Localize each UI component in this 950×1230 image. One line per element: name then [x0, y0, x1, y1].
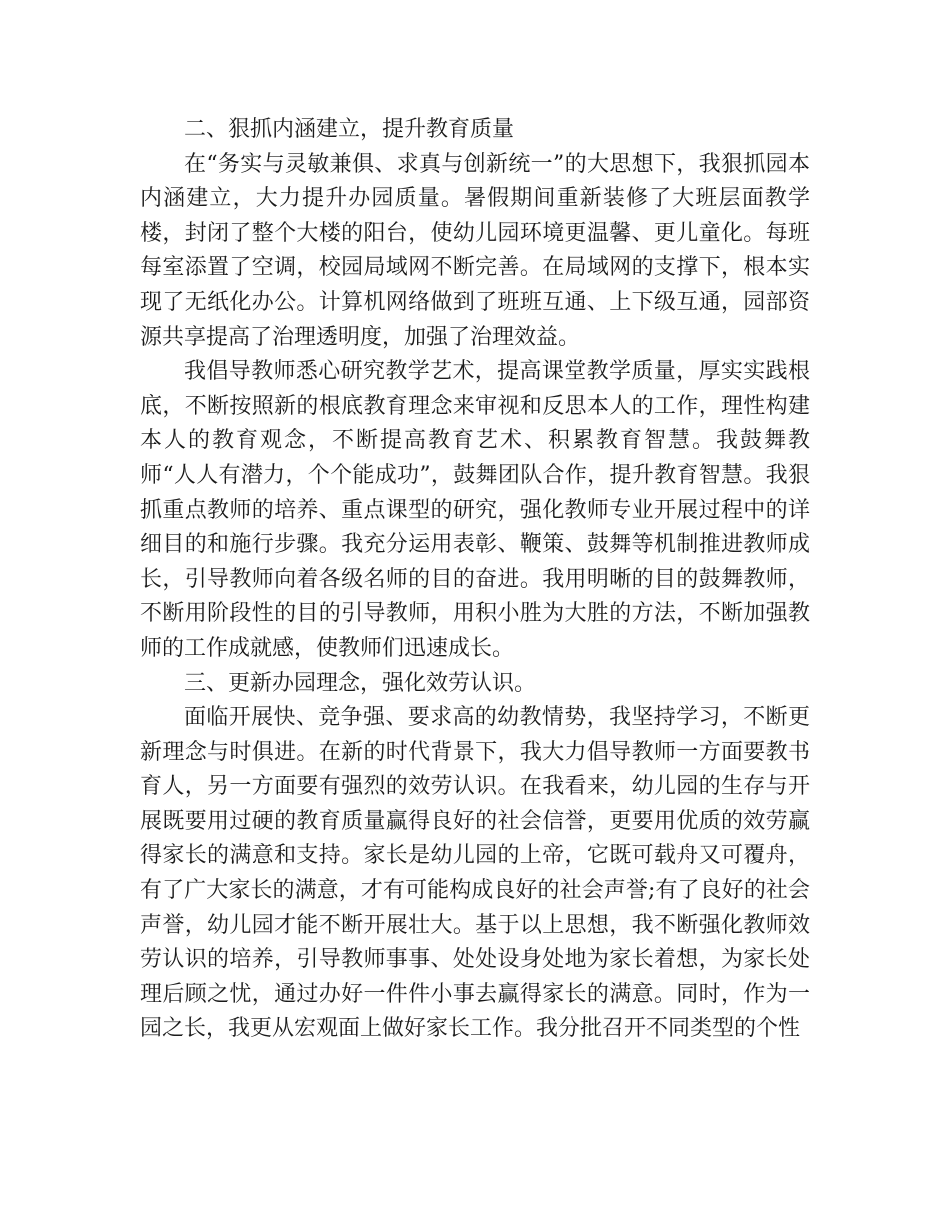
- body-paragraph: 在“务实与灵敏兼俱、求真与创新统一”的大思想下，我狠抓园本内涵建立，大力提升办园质量。暑假期间重新装修了大班层面教学楼，封闭了整个大楼的阳台，使幼儿园环境更温馨、更儿童化。每班每室添置了空调，校园局域网不断完善。在局域网的支撑下，根本实现了无纸化办公。计算机网络做到了班班互通、上下级互通，园部资源共享提高了治理透明度，加强了治理效益。: [140, 151, 810, 350]
- section-heading-3: 三、更新办园理念，强化效劳认识。: [184, 670, 537, 696]
- body-paragraph: 面临开展快、竞争强、要求高的幼教情势，我坚持学习，不断更新理念与时俱进。在新的时代背景下，我大力倡导教师一方面要教书育人，另一方面要有强烈的效劳认识。在我看来，幼儿园的生存与开展既要用过硬的教育质量赢得良好的社会信誉，更要用优质的效劳赢得家长的满意和支持。家长是幼儿园的上帝，它既可载舟又可覆舟，有了广大家长的满意，才有可能构成良好的社会声誉;有了良好的社会声誉，幼儿园才能不断开展壮大。基于以上思想，我不断强化教师效劳认识的培养，引导教师事事、处处设身处地为家长着想，为家长处理后顾之忧，通过办好一件件小事去赢得家长的满意。同时，作为一园之长，我更从宏观面上做好家长工作。我分批召开不同类型的个性: [140, 705, 810, 1042]
- document-body: [140, 113, 810, 1047]
- body-paragraph: 我倡导教师悉心研究教学艺术，提高课堂教学质量，厚实实践根底，不断按照新的根底教育理念来审视和反思本人的工作，理性构建本人的教育观念，不断提高教育艺术、积累教育智慧。我鼓舞教师“人人有潜力，个个能成功”，鼓舞团队合作，提升教育智慧。我狠抓重点教师的培养、重点课型的研究，强化教师专业开展过程中的详细目的和施行步骤。我充分运用表彰、鞭策、鼓舞等机制推进教师成长，引导教师向着各级名师的目的奋进。我用明晰的目的鼓舞教师，不断用阶段性的目的引导教师，用积小胜为大胜的方法，不断加强教师的工作成就感，使教师们迅速成长。: [140, 359, 810, 661]
- section-heading-2: 二、狠抓内涵建立，提升教育质量: [184, 117, 515, 142]
